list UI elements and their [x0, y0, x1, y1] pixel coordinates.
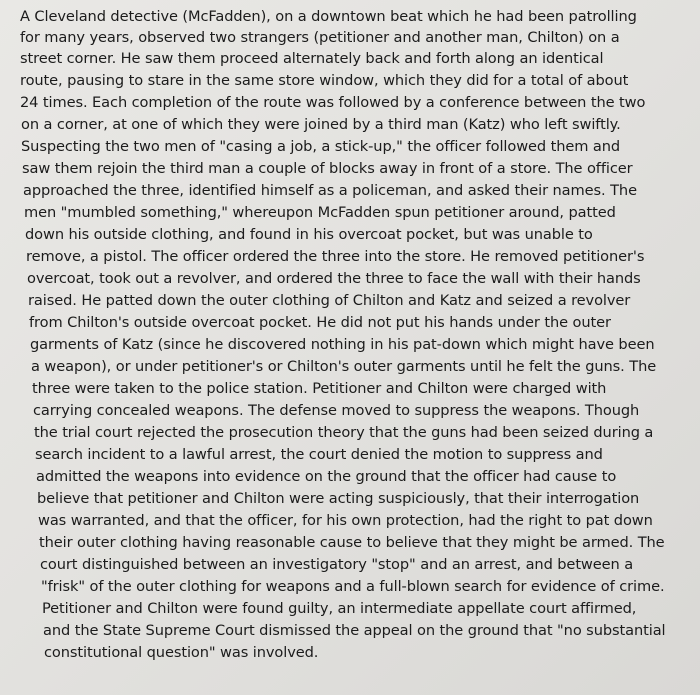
text-line-25: their outer clothing having reasonable cause to believe that they might be armed. The — [39, 534, 665, 551]
text-line-12: remove, a pistol. The officer ordered the three into the store. He removed petitioner's — [26, 248, 645, 265]
text-line-30: constitutional question" was involved. — [44, 644, 319, 661]
text-line-18: three were taken to the police station. Petitioner and Chilton were charged with — [32, 380, 607, 397]
text-line-19: carrying concealed weapons. The defense moved to suppress the weapons. Though — [33, 402, 640, 419]
text-line-10: men "mumbled something," whereupon McFadden spun petitioner around, patted — [24, 204, 616, 221]
text-line-7: Suspecting the two men of "casing a job, a stick-up," the officer followed them and — [21, 138, 621, 155]
text-line-5: 24 times. Each completion of the route was followed by a conference between the two — [20, 94, 646, 111]
text-line-17: a weapon), or under petitioner's or Chilton's outer garments until he felt the guns. The — [31, 358, 657, 375]
text-line-8: saw them rejoin the third man a couple of blocks away in front of a store. The officer — [22, 160, 633, 177]
text-line-9: approached the three, identified himself as a policeman, and asked their names. The — [23, 182, 637, 199]
text-line-14: raised. He patted down the outer clothing of Chilton and Katz and seized a revolver — [28, 292, 631, 309]
text-line-28: Petitioner and Chilton were found guilty, an intermediate appellate court affirmed, — [42, 600, 637, 617]
text-line-22: admitted the weapons into evidence on the ground that the officer had cause to — [36, 468, 617, 485]
text-line-1: A Cleveland detective (McFadden), on a downtown beat which he had been patrolling — [20, 8, 637, 25]
text-line-21: search incident to a lawful arrest, the court denied the motion to suppress and — [35, 446, 603, 463]
text-line-26: court distinguished between an investigatory "stop" and an arrest, and between a — [40, 556, 634, 573]
text-line-2: for many years, observed two strangers (petitioner and another man, Chilton) on a — [20, 29, 620, 46]
text-line-16: garments of Katz (since he discovered nothing in his pat-down which might have been — [30, 336, 655, 353]
text-line-15: from Chilton's outside overcoat pocket. He did not put his hands under the outer — [29, 314, 611, 331]
text-line-29: and the State Supreme Court dismissed the appeal on the ground that "no substantial — [43, 622, 666, 639]
text-line-3: street corner. He saw them proceed alternately back and forth along an identical — [20, 50, 604, 67]
text-line-27: "frisk" of the outer clothing for weapons and a full-blown search for evidence of crime. — [41, 578, 665, 595]
text-line-11: down his outside clothing, and found in his overcoat pocket, but was unable to — [25, 226, 593, 243]
text-line-24: was warranted, and that the officer, for his own protection, had the right to pat down — [38, 512, 653, 529]
text-line-4: route, pausing to stare in the same store window, which they did for a total of about — [20, 72, 629, 89]
text-line-13: overcoat, took out a revolver, and ordered the three to face the wall with their hands — [27, 270, 641, 287]
text-line-20: the trial court rejected the prosecution theory that the guns had been seized during a — [34, 424, 654, 441]
text-line-6: on a corner, at one of which they were joined by a third man (Katz) who left swiftly. — [21, 116, 621, 133]
text-line-23: believe that petitioner and Chilton were acting suspiciously, that their interrogation — [37, 490, 640, 507]
